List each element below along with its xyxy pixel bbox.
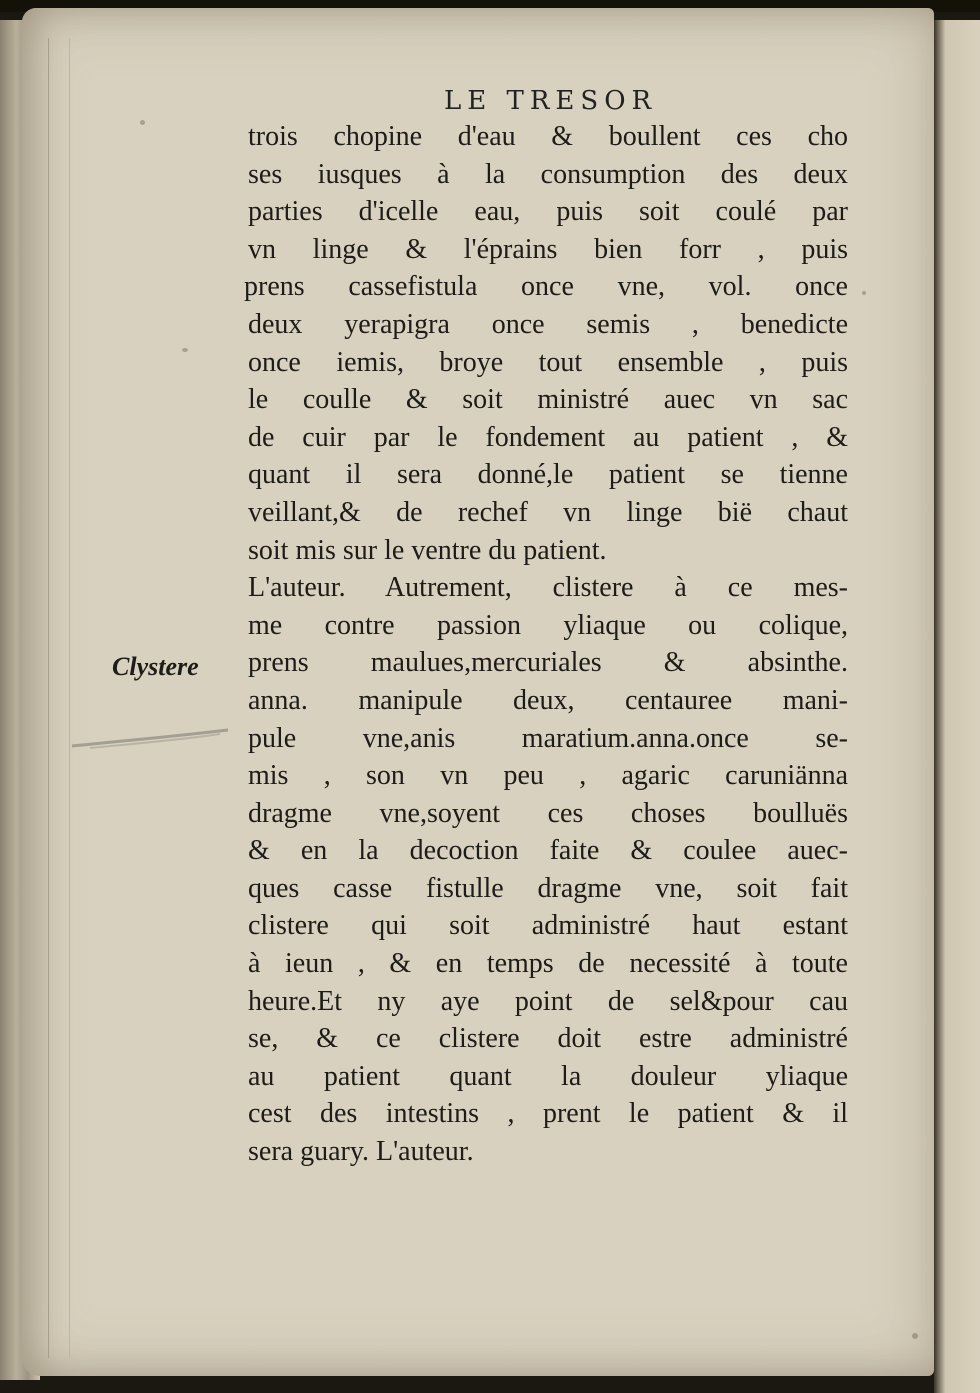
- text-line: & en la decoction faite & coulee auec-: [248, 835, 848, 867]
- stain: [182, 348, 188, 352]
- text-line: soit mis sur le ventre du patient.: [248, 534, 607, 566]
- text-line: trois chopine d'eau & boullent ces cho: [248, 121, 848, 152]
- stain: [862, 291, 866, 295]
- text-line: ses iusques à la consumption des deux: [248, 158, 848, 190]
- text-line: me contre passion yliaque ou colique,: [248, 609, 848, 641]
- text-line: pule vne,anis maratium.anna.once se-: [248, 722, 848, 754]
- text-line: anna. manipule deux, centauree mani-: [248, 684, 848, 716]
- marginal-note: Clystere: [112, 652, 199, 681]
- text-line: clistere qui soit administré haut estant: [248, 910, 848, 942]
- text-line: mis , son vn peu , agaric caruniänna: [248, 760, 848, 792]
- text-line: dragme vne,soyent ces choses boulluës: [248, 797, 848, 829]
- text-line: heure.Et ny aye point de sel&pour cau: [248, 985, 848, 1017]
- text-line: de cuir par le fondement au patient , &: [248, 421, 848, 453]
- text-line: ques casse fistulle dragme vne, soit fait: [248, 872, 848, 904]
- text-line: L'auteur. Autrement, clistere à ce mes-: [248, 572, 848, 604]
- running-head: LE TRESOR: [444, 86, 658, 116]
- text-line: once iemis, broye tout ensemble , puis: [248, 346, 848, 378]
- text-line: prens maulues,mercuriales & absinthe.: [248, 647, 848, 679]
- stain: [140, 120, 145, 125]
- text-line: à ieun , & en temps de necessité à toute: [248, 948, 848, 980]
- text-line: prens cassefistula once vne, vol. once: [244, 271, 848, 303]
- text-line: deux yerapigra once semis , benedicte: [248, 308, 848, 340]
- body-text: [244, 118, 848, 1171]
- text-line: cest des intestins , prent le patient & il: [248, 1098, 848, 1130]
- text-line: quant il sera donné,le patient se tienne: [248, 459, 848, 491]
- pencil-mark: [70, 728, 230, 752]
- text-line: sera guary. L'auteur.: [248, 1136, 474, 1168]
- stain: [912, 1333, 918, 1339]
- text-line: parties d'icelle eau, puis soit coulé par: [248, 196, 848, 228]
- text-line: se, & ce clistere doit estre administré: [248, 1023, 848, 1055]
- text-line: vn linge & l'éprains bien forr , puis: [248, 233, 848, 265]
- text-line: veillant,& de rechef vn linge bië chaut: [248, 496, 848, 528]
- facing-page-edge: [934, 20, 980, 1393]
- text-line: au patient quant la douleur yliaque: [248, 1060, 848, 1092]
- text-line: le coulle & soit ministré auec vn sac: [248, 384, 848, 416]
- page-stack-lines: [48, 38, 70, 1358]
